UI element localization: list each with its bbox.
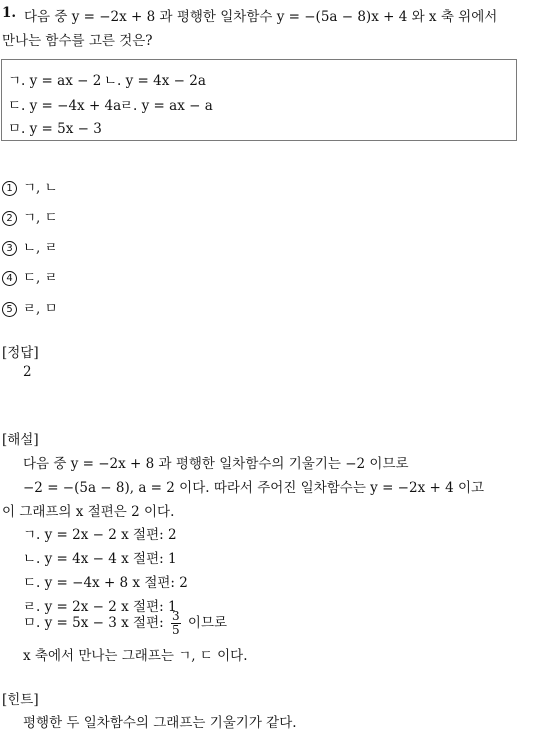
question-text-line2: 만나는 함수를 고른 것은? [2,33,153,49]
explanation-line-3: 이 그래프의 x 절편은 2 이다. [2,504,175,520]
choice-2[interactable] [2,206,58,226]
choice-label: ㄱ, ㄷ [23,210,58,226]
choice-4[interactable] [2,266,58,286]
fraction-denominator: 5 [171,623,180,637]
choice-label: ㄷ, ㄹ [23,270,58,286]
choice-label: ㄱ, ㄴ [23,180,58,196]
explanation-line-8 [23,610,227,637]
choice-number-4: 4 [2,271,17,286]
hint-text: 평행한 두 일차함수의 그래프는 기울기가 같다. [23,715,297,731]
question-number: 1. [2,5,17,21]
choice-number-1: 1 [2,181,17,196]
hint-header: [힌트] [2,692,39,708]
explanation-line-4: ㄱ. y = 2x − 2 x 절편: 2 [23,527,177,543]
choice-number-5: 5 [2,302,17,317]
option-d: ㄹ. y = ax − a [120,98,213,114]
choice-label: ㄴ, ㄹ [23,240,58,256]
choice-3[interactable] [2,236,58,256]
explanation-line-8-text: ㅁ. y = 5x − 3 x 절편: [23,615,164,631]
explanation-line-7: ㄹ. y = 2x − 2 x 절편: 1 [23,599,177,615]
option-b: ㄴ. y = 4x − 2a [104,73,206,89]
option-e: ㅁ. y = 5x − 3 [8,121,102,137]
choice-number-3: 3 [2,241,17,256]
explanation-line-1: 다음 중 y = −2x + 8 과 평행한 일차함수의 기울기는 −2 이므로 [23,456,409,472]
choice-5[interactable] [2,297,58,317]
answer-value: 2 [23,364,32,380]
fraction-numerator: 3 [171,609,180,623]
explanation-line-9: x 축에서 만나는 그래프는 ㄱ, ㄷ 이다. [23,648,248,664]
choice-number-2: 2 [2,211,17,226]
fraction [171,610,181,637]
option-c: ㄷ. y = −4x + 4a [8,98,122,114]
explanation-line-8-suffix: 이므로 [187,615,228,631]
question-text-line1: 다음 중 y = −2x + 8 과 평행한 일차함수 y = −(5a − 8)x + 4 와 x 축 위에서 [24,9,498,25]
explanation-line-6: ㄷ. y = −4x + 8 x 절편: 2 [23,575,188,591]
answer-header: [정답] [2,345,39,361]
explanation-line-2: −2 = −(5a − 8), a = 2 이다. 따라서 주어진 일차함수는 y = −2x + 4 이고 [23,480,485,496]
option-a: ㄱ. y = ax − 2 [8,73,102,89]
explanation-header: [해설] [2,432,39,448]
choice-label: ㄹ, ㅁ [23,301,58,317]
choice-1[interactable] [2,176,58,196]
explanation-line-5: ㄴ. y = 4x − 4 x 절편: 1 [23,551,177,567]
